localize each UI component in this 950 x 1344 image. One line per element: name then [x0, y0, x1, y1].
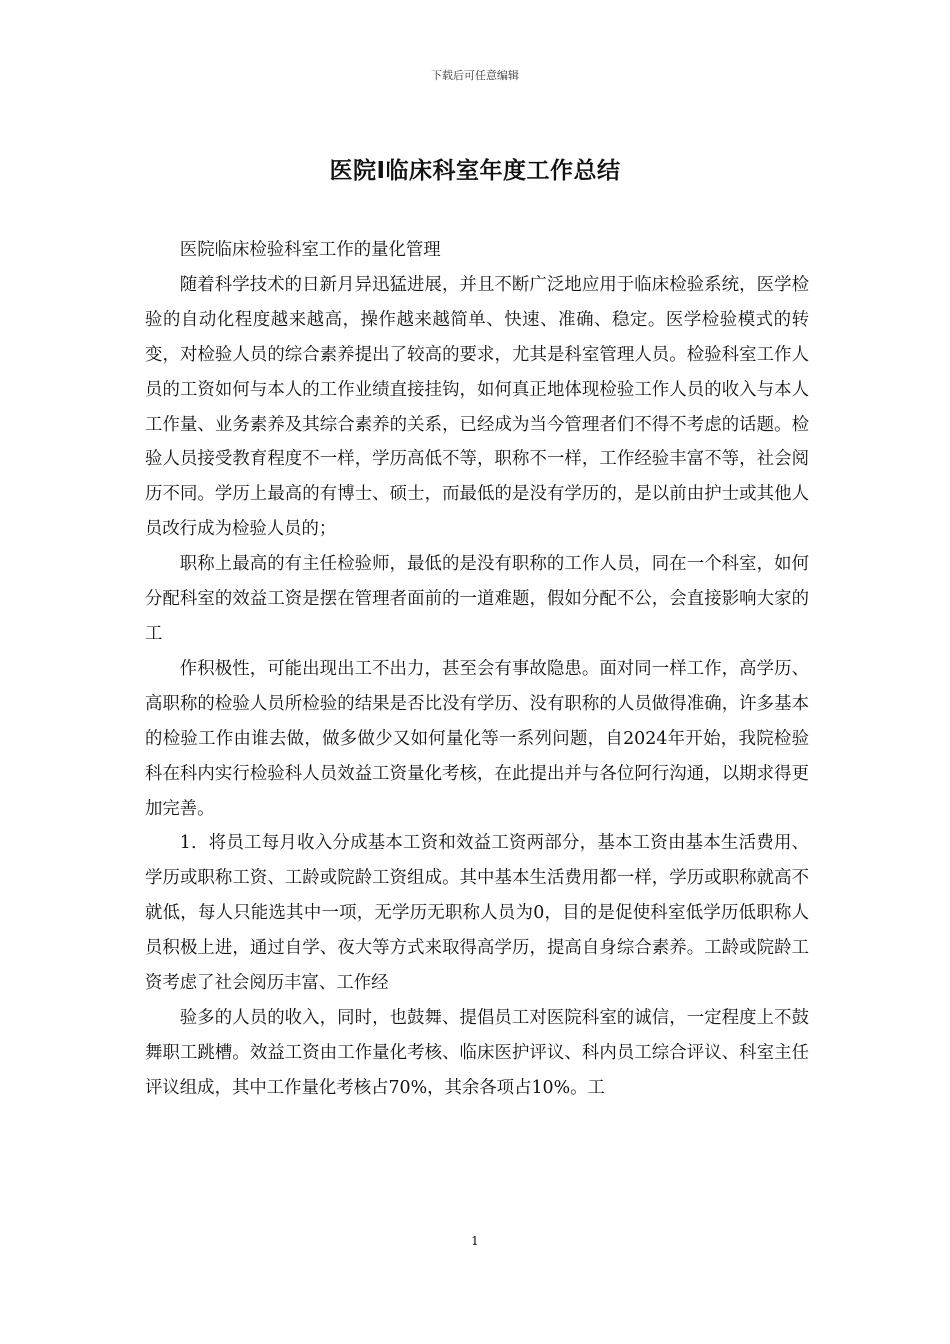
paragraph: 职称上最高的有主任检验师，最低的是没有职称的工作人员，同在一个科室，如何分配科室的效益工资是摆在管理者面前的一道难题，假如分配不公，会直接影响大家的工	[145, 554, 809, 644]
page-number: 1	[471, 1234, 479, 1248]
page-header: 下载后可任意编辑	[431, 69, 519, 82]
paragraph-subtitle: 医院临床检验科室工作的量化管理	[179, 240, 441, 260]
paragraph: 验多的人员的收入，同时，也鼓舞、提倡员工对医院科室的诚信，一定程度上不鼓舞职工跳槽。效益工资由工作量化考核、临床医护评议、科内员工综合评议、科室主任评议组成，其中工作量化考核占70%，其余各项占10%。工	[145, 1007, 809, 1098]
paragraph: 作积极性，可能出现出工不出力，甚至会有事故隐患。面对同一样工作，高学历、高职称的检验人员所检验的结果是否比没有学历、没有职称的人员做得准确，许多基本的检验工作由谁去做，做多做少又如何量化等一系列问题，自2024年开始，我院检验科在科内实行检验科人员效益工资量化考核，在此提出并与各位阿行沟通，以期求得更加完善。	[145, 658, 809, 819]
paragraph: 1．将员工每月收入分成基本工资和效益工资两部分，基本工资由基本生活费用、学历或职称工资、工龄或院龄工资组成。其中基本生活费用都一样，学历或职称就高不就低，每人只能选其中一项，无学历无职称人员为0，目的是促使科室低学历低职称人员积极上进，通过自学、夜大等方式来取得高学历，提高自身综合素养。工龄或院龄工资考虑了社会阅历丰富、工作经	[145, 833, 809, 994]
paragraph: 随着科学技术的日新月异迅猛进展，并且不断广泛地应用于临床检验系统，医学检验的自动化程度越来越高，操作越来越简单、快速、准确、稳定。医学检验模式的转变，对检验人员的综合素养提出了较高的要求，尤其是科室管理人员。检验科室工作人员的工资如何与本人的工作业绩直接挂钩，如何真正地体现检验工作人员的收入与本人工作量、业务素养及其综合素养的关系，已经成为当今管理者们不得不考虑的话题。检验人员接受教育程度不一样，学历高低不等，职称不一样，工作经验丰富不等，社会阅历不同。学历上最高的有博士、硕士，而最低的是没有学历的，是以前由护士或其他人员改行成为检验人员的；	[145, 274, 809, 540]
document-body	[145, 233, 809, 1106]
document-title: 医院Ⅰ临床科室年度工作总结	[329, 158, 621, 184]
